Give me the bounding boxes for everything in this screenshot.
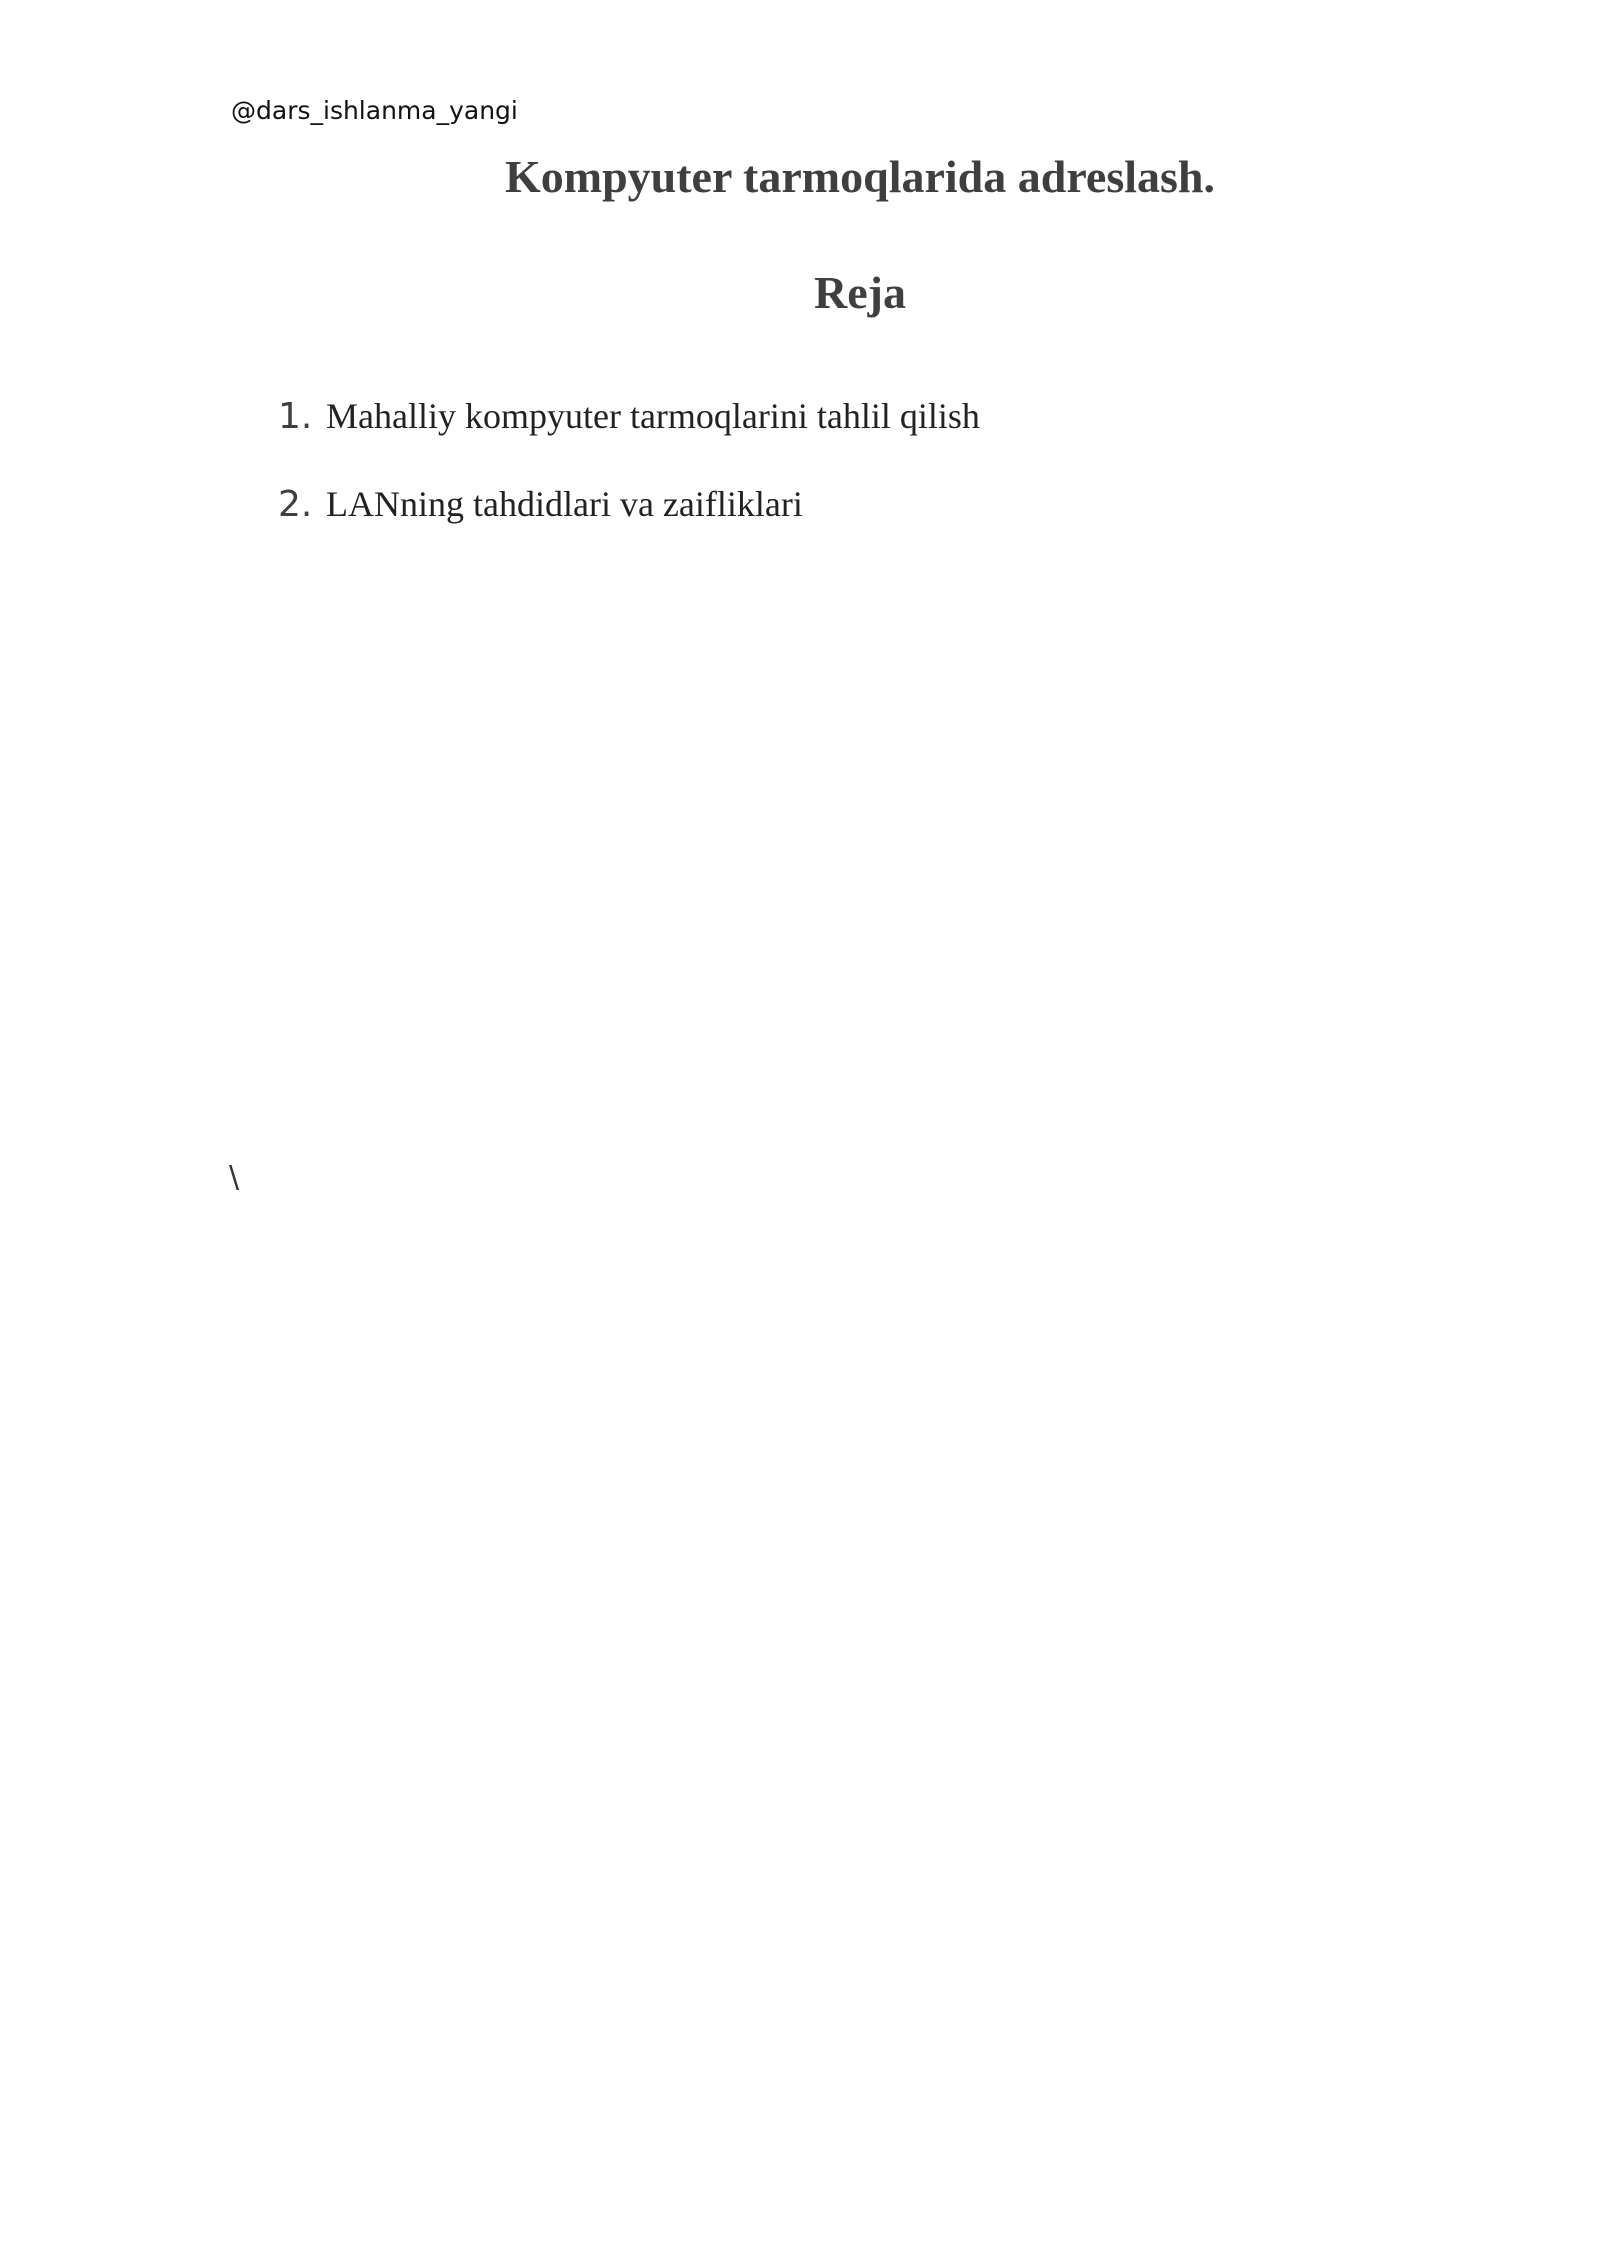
document-title: Kompyuter tarmoqlarida adreslash. [504, 151, 1216, 202]
list-item-text: Mahalliy kompyuter tarmoqlarini tahlil qilish [326, 396, 980, 436]
plan-list [278, 395, 980, 571]
list-item-text: LANning tahdidlari va zaifliklari [326, 484, 803, 524]
list-item [278, 395, 980, 483]
stray-backslash: \ [229, 1160, 240, 1195]
plan-heading: Reja [814, 267, 906, 318]
header-handle: @dars_ishlanma_yangi [231, 96, 518, 125]
list-item-number: 1. [278, 396, 313, 437]
list-item-number: 2. [278, 484, 313, 525]
list-item [278, 483, 980, 571]
